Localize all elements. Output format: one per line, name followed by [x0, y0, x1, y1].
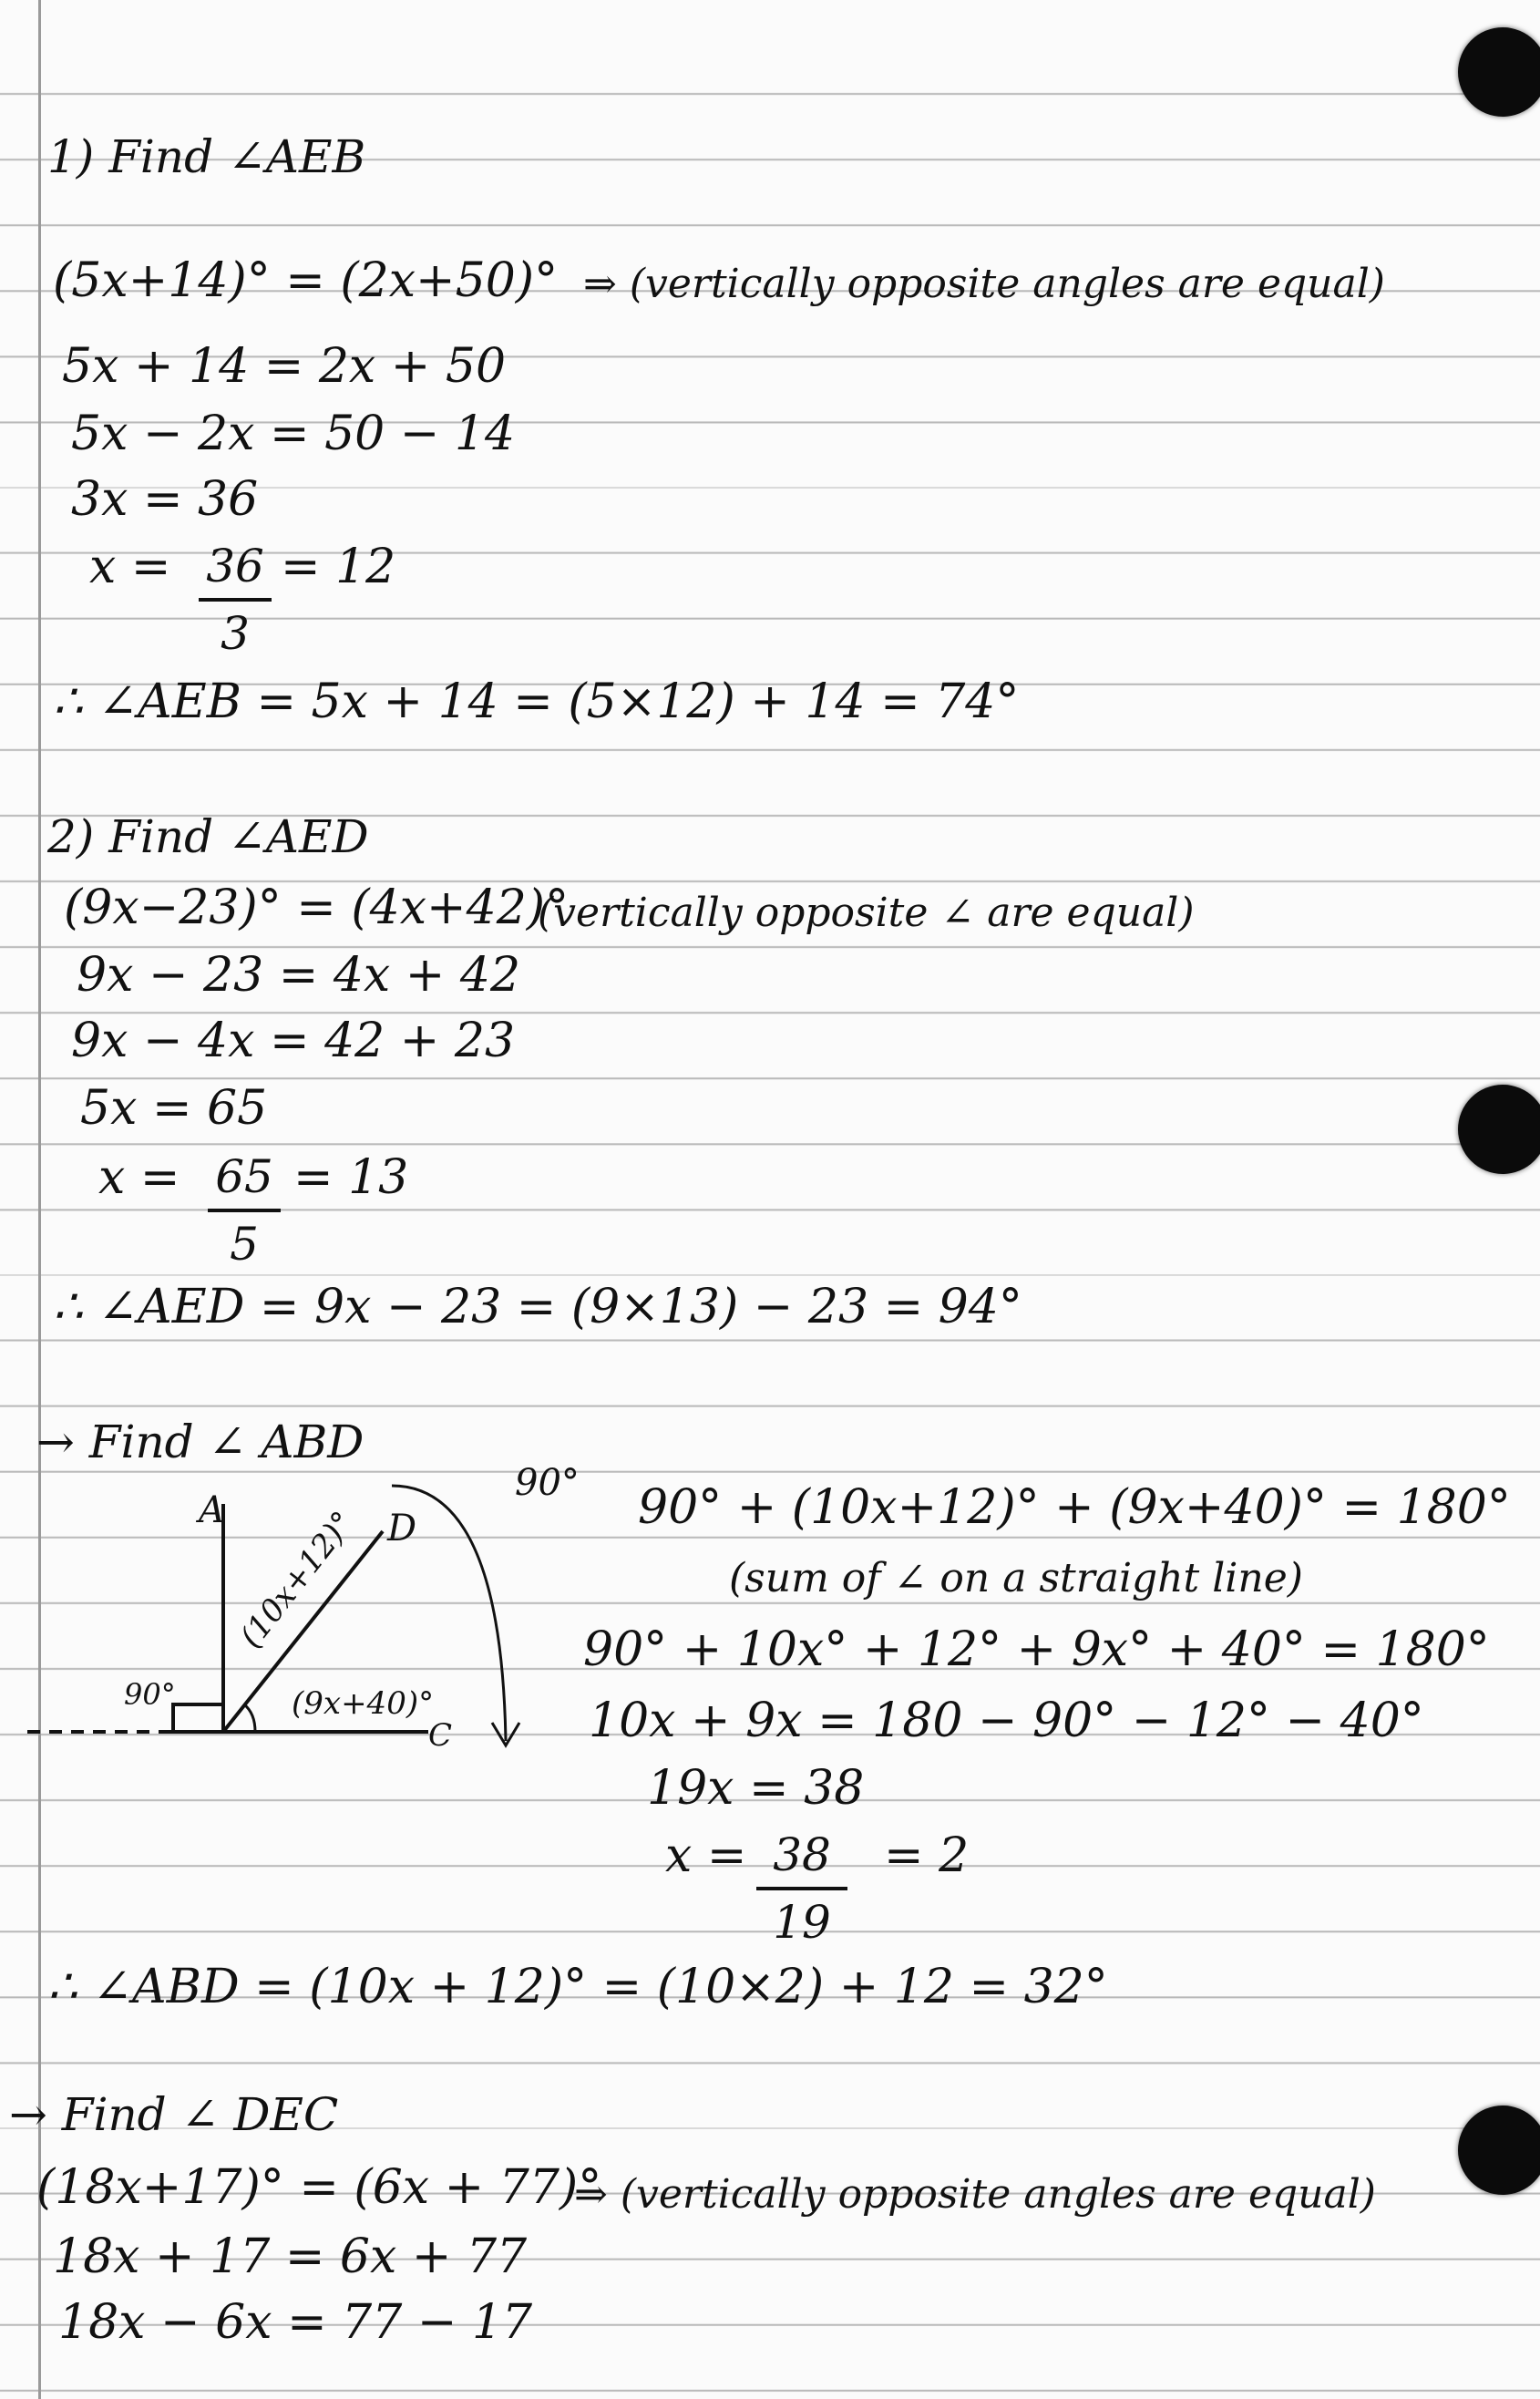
q1-fraction-denominator: 3: [221, 607, 250, 660]
q4-equation-2: 18x + 17 = 6x + 77: [53, 2229, 528, 2284]
q1-result: ∴ ∠AEB = 5x + 14 = (5×12) + 14 = 74°: [53, 674, 1020, 729]
diagram-label-a: A: [199, 1489, 225, 1531]
q3-x-value: = 2: [884, 1828, 970, 1883]
q1-fraction-bar: [199, 598, 272, 602]
q2-equation-3: 9x − 4x = 42 + 23: [71, 1014, 516, 1068]
q1-heading: 1) Find ∠AEB: [47, 130, 366, 183]
q4-heading: → Find ∠ DEC: [9, 2088, 339, 2141]
q3-fraction: [756, 1828, 847, 1949]
q4-equation-1: (18x+17)° = (6x + 77)°: [36, 2160, 602, 2215]
diagram-label-90-arc: 90°: [515, 1462, 580, 1504]
q3-fraction-bar: [756, 1887, 847, 1890]
q1-fraction: [199, 540, 272, 660]
q1-fraction-numerator: 36: [206, 540, 264, 592]
diagram-label-10x: (10x+12)°: [232, 1504, 362, 1655]
q4-equation-3: 18x − 6x = 77 − 17: [58, 2295, 533, 2350]
q3-x-label: x =: [665, 1828, 747, 1883]
q4-equation-1-note: ⇒ (vertically opposite angles are equal): [574, 2171, 1376, 2218]
q1-equation-1: (5x+14)° = (2x+50)°: [53, 253, 559, 308]
q2-fraction-numerator: 65: [215, 1150, 273, 1203]
q2-x-label: x =: [98, 1150, 180, 1205]
q1-equation-1-note: ⇒ (vertically opposite angles are equal): [583, 261, 1385, 307]
diagram-label-90-right: 90°: [124, 1677, 176, 1712]
margin-line: [38, 0, 41, 2399]
q3-equation-3: 10x + 9x = 180 − 90° − 12° − 40°: [589, 1694, 1424, 1748]
q3-fraction-numerator: 38: [773, 1828, 831, 1881]
q2-equation-4: 5x = 65: [80, 1081, 268, 1136]
q3-equation-4: 19x = 38: [647, 1761, 865, 1816]
diagram-right-angle-box: [173, 1704, 223, 1732]
q3-equation-1: 90° + (10x+12)° + (9x+40)° = 180°: [638, 1480, 1511, 1535]
diagram-label-d: D: [387, 1508, 417, 1550]
q3-heading: → Find ∠ ABD: [36, 1416, 364, 1468]
q2-equation-1: (9x−23)° = (4x+42)°: [64, 880, 570, 935]
q3-fraction-denominator: 19: [773, 1896, 831, 1949]
q1-x-label: x =: [89, 540, 171, 594]
q2-heading: 2) Find ∠AED: [47, 810, 369, 863]
q2-equation-1-note: (vertically opposite ∠ are equal): [538, 890, 1195, 936]
diagram-label-9x: (9x+40)°: [292, 1685, 435, 1722]
binder-hole: [1458, 2106, 1540, 2195]
q1-equation-2: 5x + 14 = 2x + 50: [62, 339, 507, 394]
q3-result: ∴ ∠ABD = (10x + 12)° = (10×2) + 12 = 32°: [47, 1960, 1108, 2014]
binder-hole: [1458, 1085, 1540, 1174]
q2-x-value: = 13: [293, 1150, 409, 1205]
binder-hole: [1458, 27, 1540, 117]
q2-fraction-bar: [208, 1209, 281, 1212]
q3-equation-1-note: (sum of ∠ on a straight line): [729, 1555, 1303, 1601]
q1-equation-3: 5x − 2x = 50 − 14: [71, 407, 516, 461]
q1-equation-4: 3x = 36: [71, 472, 259, 527]
q2-fraction-denominator: 5: [230, 1218, 259, 1271]
q3-equation-2: 90° + 10x° + 12° + 9x° + 40° = 180°: [583, 1622, 1490, 1677]
q2-equation-2: 9x − 23 = 4x + 42: [77, 948, 521, 1003]
q1-x-value: = 12: [281, 540, 396, 594]
q2-result: ∴ ∠AED = 9x − 23 = (9×13) − 23 = 94°: [53, 1280, 1022, 1334]
angle-diagram: [27, 1431, 629, 1759]
q2-fraction: [208, 1150, 281, 1271]
diagram-angle-arc: [244, 1704, 255, 1732]
diagram-label-c: C: [428, 1717, 453, 1754]
